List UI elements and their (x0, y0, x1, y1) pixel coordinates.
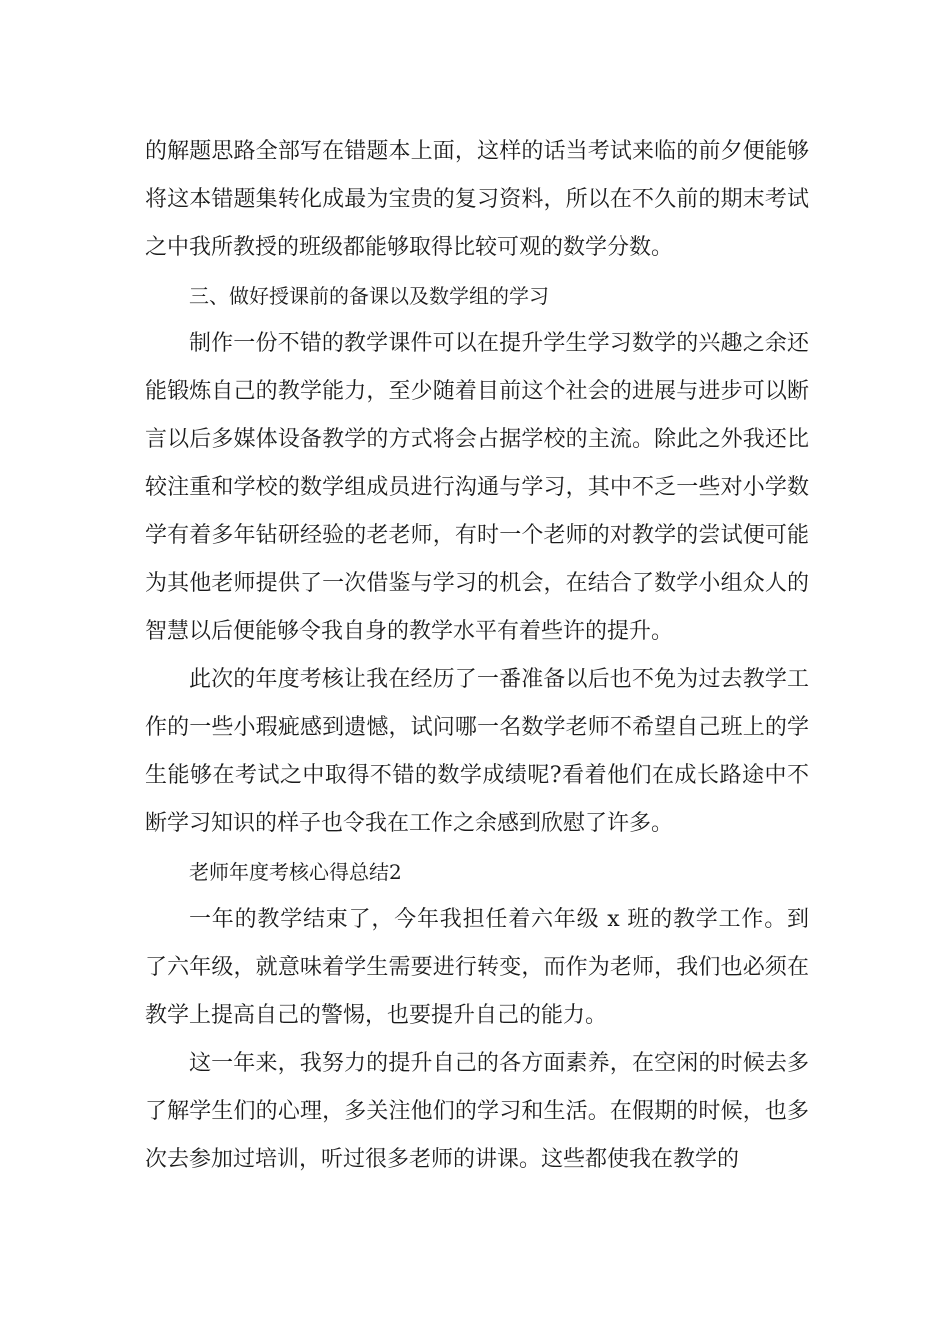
document-body (145, 128, 809, 1184)
paragraph-4: 一年的教学结束了，今年我担任着六年级 x 班的教学工作。到了六年级，就意味着学生需要进行转变，而作为老师，我们也必须在教学上提高自己的警惕，也要提升自己的能力。 (145, 907, 809, 1028)
section-heading-3: 三、做好授课前的备课以及数学组的学习 (189, 284, 549, 308)
article-title-2: 老师年度考核心得总结2 (189, 860, 402, 884)
paragraph-3: 此次的年度考核让我在经历了一番准备以后也不免为过去教学工作的一些小瑕疵感到遗憾，试问哪一名数学老师不希望自己班上的学生能够在考试之中取得不错的数学成绩呢?看着他们在成长路途中不断学习知识的样子也令我在工作之余感到欣慰了许多。 (145, 667, 809, 836)
paragraph-1: 的解题思路全部写在错题本上面，这样的话当考试来临的前夕便能够将这本错题集转化成最为宝贵的复习资料，所以在不久前的期末考试之中我所教授的班级都能够取得比较可观的数学分数。 (145, 139, 809, 260)
paragraph-5: 这一年来，我努力的提升自己的各方面素养，在空闲的时候去多了解学生们的心理，多关注他们的学习和生活。在假期的时候，也多次去参加过培训，听过很多老师的讲课。这些都使我在教学的 (145, 1051, 809, 1172)
paragraph-2: 制作一份不错的教学课件可以在提升学生学习数学的兴趣之余还能锻炼自己的教学能力，至少随着目前这个社会的进展与进步可以断言以后多媒体设备教学的方式将会占据学校的主流。除此之外我还比较注重和学校的数学组成员进行沟通与学习，其中不乏一些对小学数学有着多年钻研经验的老老师，有时一个老师的对教学的尝试便可能为其他老师提供了一次借鉴与学习的机会，在结合了数学小组众人的智慧以后便能够令我自身的教学水平有着些许的提升。 (145, 331, 809, 644)
